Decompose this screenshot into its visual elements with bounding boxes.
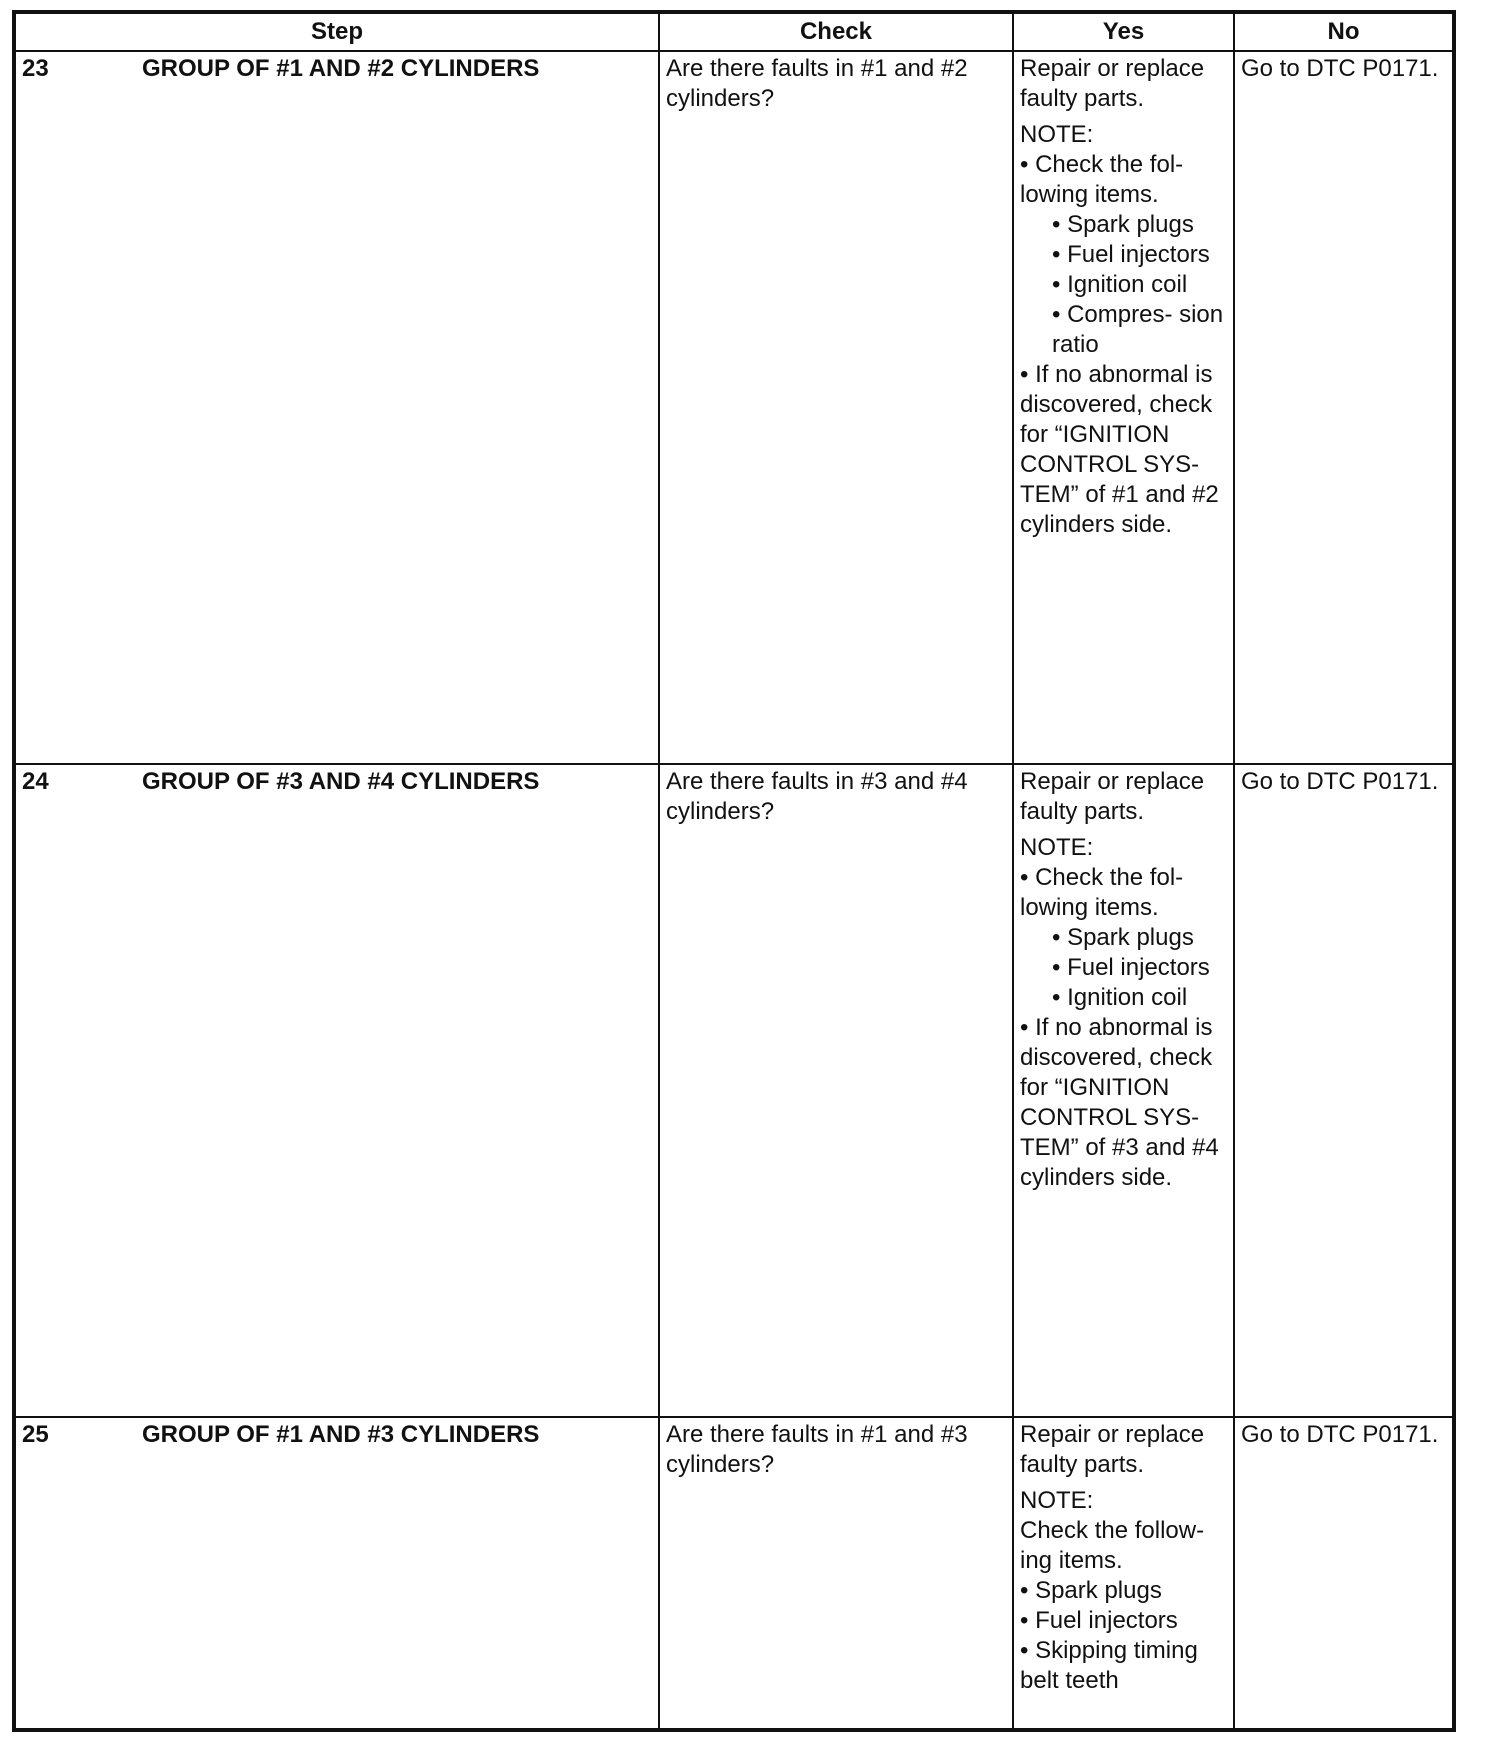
no-cell: Go to DTC P0171.	[1234, 764, 1454, 1417]
step-number: 25	[22, 1421, 49, 1449]
note-bullet: • If no abnormal is discovered, check for “IGNITION CONTROL SYS- TEM” of #3 and #4 cylinders side.	[1020, 1013, 1227, 1193]
step-title: GROUP OF #3 AND #4 CYLINDERS	[142, 768, 540, 796]
header-row	[14, 12, 1454, 51]
table-row	[14, 1417, 1454, 1730]
no-cell: Go to DTC P0171.	[1234, 1417, 1454, 1730]
note-bullet: • Spark plugs	[1020, 1576, 1227, 1606]
header-yes: Yes	[1013, 12, 1234, 51]
yes-action: Repair or replace faulty parts.	[1020, 768, 1205, 826]
yes-cell	[1013, 51, 1234, 764]
note-intro: Check the follow- ing items.	[1020, 1517, 1205, 1575]
note-subitem: • Spark plugs	[1020, 210, 1227, 240]
yes-cell	[1013, 764, 1234, 1417]
yes-action: Repair or replace faulty parts.	[1020, 55, 1205, 112]
step-title: GROUP OF #1 AND #2 CYLINDERS	[142, 55, 540, 82]
header-check: Check	[659, 12, 1013, 51]
note-subitem: • Fuel injectors	[1020, 240, 1227, 270]
note-subitem: • Spark plugs	[1020, 923, 1227, 953]
note-label: NOTE:	[1020, 1487, 1094, 1515]
yes-cell	[1013, 1417, 1234, 1730]
step-cell	[14, 1417, 659, 1730]
note-subitem: • Compres- sion ratio	[1020, 300, 1227, 360]
note-bullet: • Fuel injectors	[1020, 1606, 1227, 1636]
note-bullet: • Check the fol- lowing items.	[1020, 150, 1227, 210]
note-bullet: • If no abnormal is discovered, check for “IGNITION CONTROL SYS- TEM” of #1 and #2 cylinders side.	[1020, 360, 1227, 540]
note-label: NOTE:	[1020, 121, 1094, 148]
no-cell: Go to DTC P0171.	[1234, 51, 1454, 764]
step-cell	[14, 764, 659, 1417]
diagnostic-table	[12, 10, 1456, 1732]
table-row	[14, 764, 1454, 1417]
header-step: Step	[14, 12, 659, 51]
step-title: GROUP OF #1 AND #3 CYLINDERS	[142, 1421, 540, 1449]
table-row	[14, 51, 1454, 764]
yes-action: Repair or replace faulty parts.	[1020, 1421, 1205, 1479]
note-subitem: • Ignition coil	[1020, 983, 1227, 1013]
header-no: No	[1234, 12, 1454, 51]
note-bullet: • Skipping timing belt teeth	[1020, 1636, 1227, 1696]
step-number: 24	[22, 768, 49, 796]
check-cell: Are there faults in #1 and #3 cylinders?	[659, 1417, 1013, 1730]
step-number: 23	[22, 55, 49, 82]
note-subitem: • Ignition coil	[1020, 270, 1227, 300]
check-cell: Are there faults in #1 and #2 cylinders?	[659, 51, 1013, 764]
note-bullet: • Check the fol- lowing items.	[1020, 863, 1227, 923]
note-subitem: • Fuel injectors	[1020, 953, 1227, 983]
step-cell	[14, 51, 659, 764]
check-cell: Are there faults in #3 and #4 cylinders?	[659, 764, 1013, 1417]
note-label: NOTE:	[1020, 834, 1094, 862]
